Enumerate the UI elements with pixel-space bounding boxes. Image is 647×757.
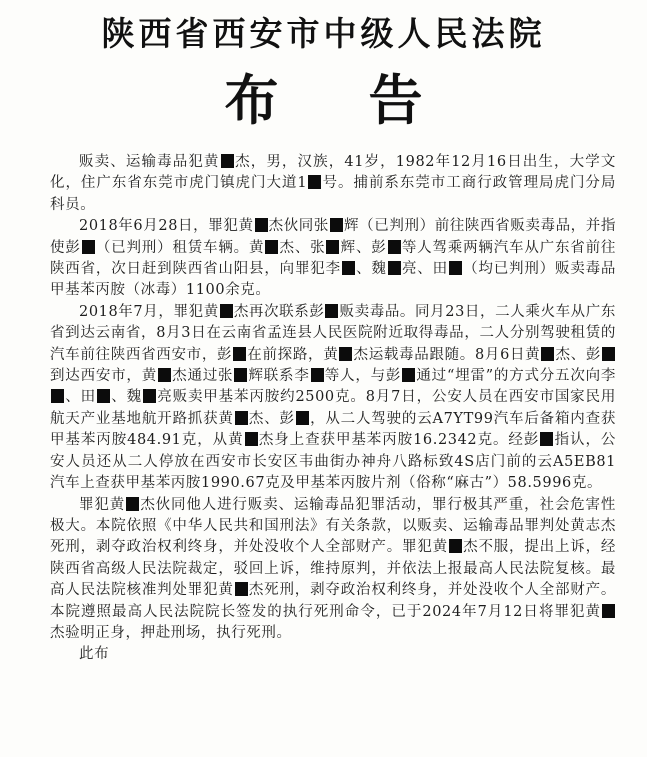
redaction-block (296, 411, 309, 425)
text-segment: 指认，公安人员还从二人停放在西安市长安区韦曲街办神舟八路标致4S店门前的云A5EB81汽车上查获甲基苯丙胺1990.67克及甲基苯丙胺片剂（俗称“麻古”）58.5996克。 (50, 432, 616, 492)
text-segment: 、田 (65, 389, 96, 406)
text-segment: 杰身上查获甲基苯丙胺16.2342克。经彭 (258, 432, 540, 449)
text-segment: 杰死刑，剥夺政治权利终身，并处没收个人全部财产。本院遵照最高人民法院院长签发的执行死刑命令，已于2024年7月12日将罪犯黄 (50, 582, 616, 620)
text-segment: 杰验明正身，押赴刑场，执行死刑。 (50, 624, 292, 641)
text-segment: 杰运载毒品跟随。8月6日黄 (353, 346, 541, 363)
redaction-block (220, 304, 233, 318)
text-segment: 等人，与彭 (324, 368, 402, 385)
text-segment: 罪犯黄 (79, 496, 126, 513)
text-segment: 辉（已判刑）前往陕西省贩卖毒品，并指使彭 (50, 218, 616, 256)
text-segment: 亮贩卖甲基苯丙胺约2500克。8月7日，公安人员在西安市国家民用航天产业基地航开路抓获黄 (50, 389, 617, 427)
text-segment: 通过“埋雷”的方式分五次向李 (416, 368, 616, 385)
redaction-block (308, 175, 321, 189)
text-segment: ，从二人驾驶的云A7YT99汽车后备箱内查获甲基苯丙胺484.91克，从黄 (50, 410, 616, 449)
redaction-block (233, 347, 246, 361)
redaction-block (143, 389, 156, 403)
text-segment: 辉联系李 (248, 368, 310, 385)
paragraph-judgment (50, 495, 616, 645)
text-segment: 2018年6月28日，罪犯黄 (79, 218, 254, 235)
notice-body (50, 152, 616, 666)
redaction-block (602, 604, 615, 618)
text-segment: 杰，男，汉族，41岁，1982年12月16日出生，大学文化，住广东省东莞市虎门镇虎门大道1 (50, 154, 616, 192)
redaction-block (311, 368, 324, 382)
text-segment: 杰、彭 (248, 410, 295, 427)
closing-remark: 此布 (79, 646, 110, 663)
text-segment: 到达西安市，黄 (50, 368, 157, 385)
redaction-block (126, 497, 139, 511)
redaction-block (602, 347, 615, 361)
redaction-block (388, 261, 401, 275)
redaction-block (255, 218, 268, 232)
text-segment: 杰通过张 (171, 368, 234, 385)
redaction-block (265, 240, 278, 254)
redaction-block (388, 240, 401, 254)
redaction-block (221, 154, 234, 168)
title-char-1: 布 (224, 69, 279, 132)
text-segment: 杰、彭 (555, 346, 601, 363)
title-char-2: 告 (368, 69, 423, 132)
text-segment: 、魏 (355, 261, 387, 278)
redaction-block (449, 261, 462, 275)
text-segment: 辉、彭 (340, 239, 387, 256)
redaction-block (330, 218, 343, 232)
text-segment: 等人驾乘两辆汽车从广东省前往陕西省，次日赶到陕西省山阳县，向罪犯李 (50, 239, 616, 278)
text-segment: 亮、田 (401, 261, 448, 278)
paragraph-defendant-info (50, 152, 616, 216)
text-segment: 杰、张 (279, 239, 326, 256)
text-segment: 杰不服，提出上诉，经陕西省高级人民法院裁定，驳回上诉，维持原判，并依法上报最高人民法院复核。最高人民法院核准判处罪犯黄 (50, 539, 616, 599)
text-segment: 、魏 (110, 389, 142, 406)
text-segment: 号。捕前系东莞市工商行政管理局虎门分局科员。 (50, 175, 616, 213)
text-segment: 贩卖、运输毒品犯黄 (79, 154, 220, 170)
text-segment: 贩卖毒品。同月23日，二人乘火车从广东省到达云南省，8月3日在云南省孟连县人民医院附近取得毒品，二人分别驾驶租赁的汽车前往陕西省西安市，彭 (50, 303, 616, 363)
redaction-block (245, 432, 258, 446)
redaction-block (541, 347, 554, 361)
text-segment: 杰再次联系彭 (233, 303, 325, 320)
redaction-block (325, 304, 338, 318)
redaction-block (402, 368, 415, 382)
redaction-block (51, 389, 64, 403)
redaction-block (235, 411, 248, 425)
text-segment: （已判刑）租赁车辆。黄 (95, 239, 265, 256)
redaction-block (82, 240, 95, 254)
redaction-block (326, 240, 339, 254)
text-segment: 在前探路，黄 (247, 346, 339, 363)
redaction-block (158, 368, 171, 382)
redaction-block (97, 389, 110, 403)
redaction-block (234, 368, 247, 382)
redaction-block (342, 261, 355, 275)
court-name-heading: 陕西省西安市中级人民法院 (101, 14, 546, 53)
redaction-block (339, 347, 352, 361)
paragraph-first-crime (50, 216, 616, 302)
redaction-block (235, 582, 248, 596)
redaction-block (540, 432, 553, 446)
text-segment: 2018年7月，罪犯黄 (79, 303, 219, 320)
notice-title (0, 58, 647, 135)
text-segment: 杰伙同他人进行贩卖、运输毒品犯罪活动，罪行极其严重，社会危害性极大。本院依照《中华人民共和国刑法》有关条款，以贩卖、运输毒品罪判处黄志杰死刑，剥夺政治权利终身，并处没收个人全部财产。罪犯黄 (50, 496, 616, 556)
redaction-block (449, 539, 462, 553)
text-segment: 杰伙同张 (268, 218, 330, 235)
text-segment: （均已判刑）贩卖毒品甲基苯丙胺（冰毒）1100余克。 (50, 261, 617, 299)
paragraph-second-crime (50, 302, 616, 495)
